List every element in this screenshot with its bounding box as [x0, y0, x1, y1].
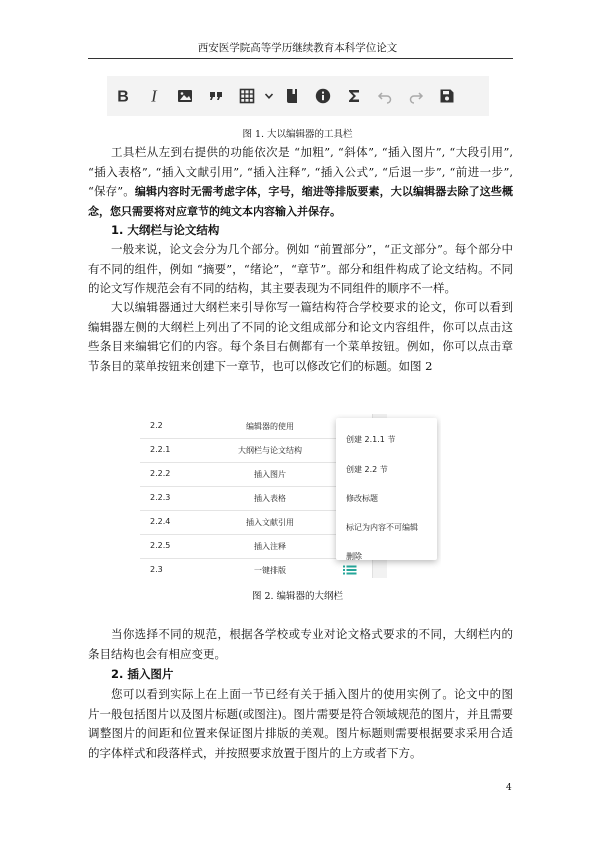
- outline-row-number: 2.2.2: [150, 469, 171, 478]
- outline-row-title: 一键排版: [254, 566, 286, 575]
- info-icon[interactable]: [307, 76, 338, 116]
- section-heading-images: 2. 插入图片: [111, 667, 174, 681]
- menu-item-create-section[interactable]: 创建 2.2 节: [346, 465, 388, 474]
- outline-row-title: 插入图片: [254, 470, 286, 479]
- bold-icon[interactable]: [107, 76, 138, 116]
- paragraph-images: [88, 685, 513, 763]
- outline-row-number: 2.2.5: [150, 541, 171, 550]
- quote-icon[interactable]: [200, 76, 231, 116]
- outline-row-number: 2.2.1: [150, 445, 171, 454]
- paragraph-outline-usage: [88, 298, 513, 376]
- paragraph-outline-change: [88, 625, 513, 664]
- outline-row-number: 2.3: [150, 565, 163, 574]
- outline-row-title: 大纲栏与论文结构: [238, 446, 302, 455]
- paragraph-toolbar: [88, 143, 513, 221]
- redo-icon[interactable]: [400, 76, 431, 116]
- paragraph-structure: [88, 240, 513, 299]
- outline-row-title: 插入注释: [254, 542, 286, 551]
- images-text: 您可以看到实际上在上面一节已经有关于插入图片的使用实例了。论文中的图片一般包括图片以及图片标题(或图注)。图片需要是符合领域规范的图片，并且需要调整图片的间距和位置来保证图片排版的美观。图片标题则需要根据要求采用合适的字体样式和段落样式，并按照要求放置于图片的上方或者下方。: [88, 687, 513, 760]
- book-icon[interactable]: [276, 76, 307, 116]
- list-menu-icon[interactable]: [343, 565, 357, 575]
- svg-text:B: B: [116, 88, 129, 104]
- outline-row-title: 插入表格: [254, 494, 286, 503]
- save-icon[interactable]: [431, 76, 462, 116]
- image-icon[interactable]: [169, 76, 200, 116]
- menu-item-delete[interactable]: 删除: [346, 552, 362, 561]
- page-header: 西安医学院高等学历继续教育本科学位论文: [197, 42, 398, 54]
- outline-row-title: 编辑器的使用: [246, 422, 294, 431]
- outline-row-number: 2.2.3: [150, 493, 171, 502]
- undo-icon[interactable]: [369, 76, 400, 116]
- editor-toolbar: [107, 76, 489, 116]
- outline-row-title: 插入文献引用: [246, 518, 294, 527]
- outline-change-text: 当你选择不同的规范，根据各学校或专业对论文格式要求的不同，大纲栏内的条目结构也会有相应变更。: [88, 627, 513, 661]
- sigma-icon[interactable]: [338, 76, 369, 116]
- toolbar-note-bold: 编辑内容时无需考虑字体，字号，缩进等排版要素，大以编辑器去除了这些概念，您只需要将对应章节的纯文本内容输入并保存。: [88, 185, 513, 218]
- outline-row-number: 2.2.4: [150, 517, 171, 526]
- italic-icon[interactable]: [138, 76, 169, 116]
- menu-item-create-subsection[interactable]: 创建 2.1.1 节: [346, 435, 396, 444]
- outline-row[interactable]: [140, 558, 370, 578]
- svg-text:I: I: [150, 88, 157, 104]
- menu-item-rename[interactable]: 修改标题: [346, 494, 378, 503]
- structure-text: 一般来说，论文会分为几个部分。例如 “前置部分”，“正文部分”。每个部分中有不同的组件，例如 “摘要”，“绪论”，“章节”。部分和组件构成了论文结构。不同的论文写作规范会有不同的结构，其主要表现为不同组件的顺序不一样。: [88, 242, 513, 295]
- toolbar-description: 工具栏从左到右提供的功能依次是 “加粗”, “斜体”, “插入图片”, “大段引用”, “插入表格”, “插入文献引用”, “插入注释”, “插入公式”, “后退一步”, “前进一步”, “保存”。: [88, 145, 513, 198]
- outline-row-number: 2.2: [150, 421, 163, 430]
- chevron-down-icon[interactable]: [262, 76, 276, 116]
- figure-2-caption: 图 2. 编辑器的大纲栏: [251, 591, 344, 602]
- outline-usage-text: 大以编辑器通过大纲栏来引导你写一篇结构符合学校要求的论文，你可以看到编辑器左侧的大纲栏上列出了不同的论文组成部分和论文内容组件，你可以点击这些条目来编辑它们的内容。每个条目右侧都有一个菜单按钮。例如，你可以点击章节条目的菜单按钮来创建下一章节，也可以修改它们的标题。如图 2: [88, 300, 513, 373]
- menu-item-lock-content[interactable]: 标记为内容不可编辑: [346, 523, 418, 532]
- outline-context-menu: [336, 418, 437, 560]
- outline-panel: [140, 414, 441, 578]
- header-rule: [88, 58, 513, 59]
- page-number: 4: [506, 783, 512, 793]
- section-heading-outline: 1. 大纲栏与论文结构: [111, 223, 220, 237]
- figure-1-caption: 图 1. 大以编辑器的工具栏: [242, 129, 353, 140]
- table-icon[interactable]: [231, 76, 262, 116]
